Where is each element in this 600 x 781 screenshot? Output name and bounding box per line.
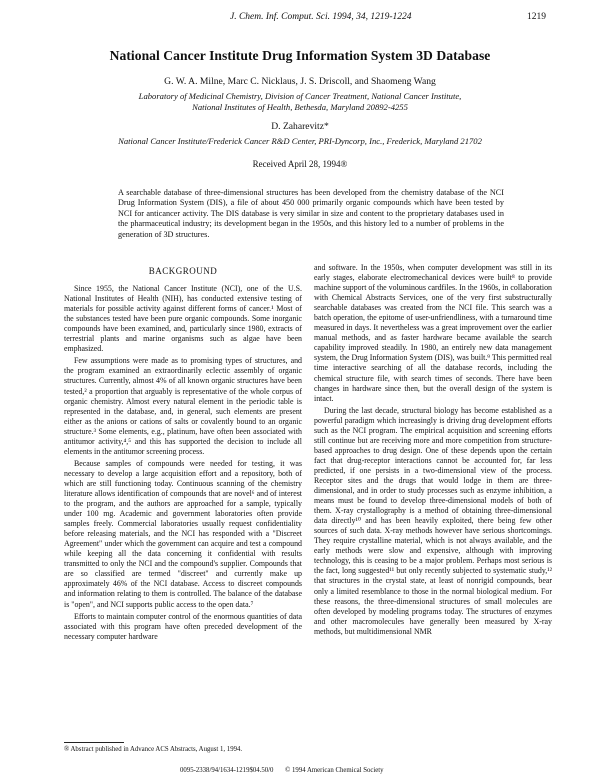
left-column — [64, 263, 302, 644]
right-column — [314, 263, 552, 639]
affiliation-2: National Cancer Institute/Frederick Cancer R&D Center, PRI-Dyncorp, Inc., Frederick, Maryland 21702 — [118, 136, 482, 146]
paragraph: Efforts to maintain computer control of the enormous quantities of data associated with this program have often preceded development of the necessary computer hardware — [64, 611, 302, 641]
page-footer — [180, 767, 394, 774]
paragraph: During the last decade, structural biology has become established as a powerful paradigm which increasingly is driving drug development efforts such as the NCI program. The empirical acquisition and screening efforts still continue but are receiving more and more competition from structure-based approaches to drug design. One of these depends upon the certain fact that drug-receptor interactions cannot be accounted for, far less predicted, if one persists in a two-dimensional view of the process. Receptor sites and the drugs that would lodge in them are three-dimensional, and in order to study processes such as enzyme inhibition, a means must be found to develop three-dimensional models of both of them. X-ray crystallography is a method of obtaining three-dimensional data directly¹⁰ and has been heavily exploited, there being few other sources of such data. X-ray methods however have serious shortcomings. They require crystalline material, which is not always available, and the early methods were slow and expensive, although with improving technology, this is ceasing to be a major problem. Perhaps most serious is the fact, long suggested¹¹ but only recently subjected to systematic study,¹² that structures in the crystal state, at least of nonrigid compounds, bear only a limited resemblance to those in the normal biological medium. For these reasons, the three-dimensional structures of small molecules are often developed by modeling programs today. The structures of enzymes and other macromolecules have generally been measured by X-ray methods, but multidimensional NMR — [314, 405, 552, 636]
received-date: Received April 28, 1994® — [252, 159, 348, 169]
affiliation-1-line-2: National Institutes of Health, Bethesda, Maryland 20892-4255 — [192, 102, 408, 112]
footnote: ® Abstract published in Advance ACS Abstracts, August 1, 1994. — [64, 746, 243, 753]
corresponding-author: D. Zaharevitz* — [271, 121, 329, 132]
affiliation-1 — [60, 91, 540, 113]
paragraph: Because samples of compounds were needed for testing, it was necessary to develop a large acquisition effort and a repository, both of which are still functioning today. Continuous scanning of the chemistry literature allows identification of compounds that are novel⁶ and of interest to the program, and the authors are approached for a sample, typically under 100 mg. Academic and government laboratories often provide samples freely. Commercial laboratories usually request confidentiality before releasing materials, and the NCI has responded with a "Discreet Agreement" under which the government can acquire and test a compound while keeping all the data concerning it confidential with results transmitted to only the NCI and the compound's supplier. Compounds that are so classified are termed "discreet" and currently make up approximately 46% of the NCI database. Access to discreet compounds and information relating to them is controlled. The balance of the database is "open", and NCI supports public access to the open data.⁷ — [64, 458, 302, 609]
footnote-divider — [64, 742, 124, 743]
abstract: A searchable database of three-dimensional structures has been developed from the chemistry database of the NCI Drug Information System (DIS), a file of about 450 000 primarily organic compounds which have been tested by NCI for anticancer activity. The DIS database is very similar in size and content to the proprietary databases used in the pharmaceutical industry; its development began in the 1950s, and this history led to a number of problems in the generation of 3D structures. — [118, 188, 504, 239]
paragraph: and software. In the 1950s, when computer development was still in its early stages, elaborate electromechanical devices were built⁸ to provide machine support of the voluminous cardfiles. In the 1960s, in collaboration with Chemical Abstracts Services, one of the very first substructurally searchable databases was created from the NCI file. This search was a batch operation, the epitome of user-unfriendliness, with a turnaround time measured in days. It nevertheless was a great improvement over the earlier manual methods, and as faster hardware became available the search capability improved steadily. In 1980, an entirely new data management system, the Drug Information System (DIS), was built.⁹ This permitted real time interactive searching of all the database records, including the chemical structure file, with search times of seconds. There have been changes in hardware since then, but the overall design of the system is intact. — [314, 263, 552, 403]
article-code: 0095-2338/94/1634-1219$04.50/0 — [180, 767, 274, 774]
journal-reference: J. Chem. Inf. Comput. Sci. 1994, 34, 1219-1224 — [230, 12, 412, 22]
copyright-notice: © 1994 American Chemical Society — [285, 767, 384, 774]
running-head — [0, 12, 600, 26]
paragraph: Few assumptions were made as to promising types of structures, and the program examined an extraordinarily eclectic assembly of organic structures. Currently, almost 4% of all known organic structures have been tested,² a proportion that arguably is representative of the whole corpus of organic chemistry. Almost every natural element in the periodic table is represented in the database, and, in general, such elements are present either as the anions or cations of salts or covalently bound to an organic structure.³ Some elements, e.g., platinum, have often been associated with antitumor activity,⁴,⁵ and this has supported the decision to include all elements in the antitumor screening process. — [64, 356, 302, 456]
affiliation-1-line-1: Laboratory of Medicinal Chemistry, Division of Cancer Treatment, National Cancer Institute, — [138, 91, 462, 101]
paragraph: Since 1955, the National Cancer Institute (NCI), one of the U.S. National Institutes of Health (NIH), has conducted extensive testing of materials for possible activity against different forms of cancer.¹ Most of the substances tested have been pure organic compounds. Some inorganic compounds have been examined, and, particularly since 1980, extracts of terrestrial plants and marine organisms such as algae have been emphasized. — [64, 284, 302, 354]
article-title: National Cancer Institute Drug Information System 3D Database — [109, 48, 491, 63]
title-block — [60, 48, 540, 169]
page-number: 1219 — [527, 12, 546, 22]
section-heading: BACKGROUND — [148, 266, 218, 276]
author-list: G. W. A. Milne, Marc C. Nicklaus, J. S. Driscoll, and Shaomeng Wang — [164, 76, 436, 87]
